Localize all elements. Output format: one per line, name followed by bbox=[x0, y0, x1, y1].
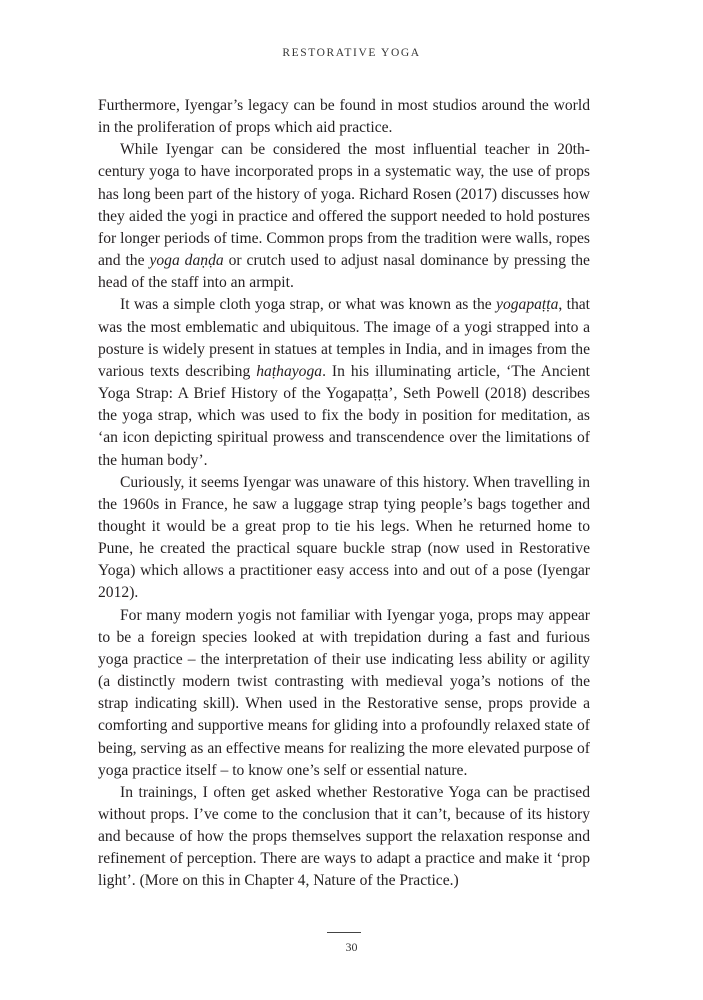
page-number: 30 bbox=[345, 940, 358, 954]
term-hathayoga: haṭhayoga bbox=[256, 362, 323, 380]
paragraph-5 bbox=[98, 605, 590, 782]
paragraph-3-text-a: It was a simple cloth yoga strap, or what was known as the bbox=[120, 296, 492, 314]
paragraph-4-text: Curiously, it seems Iyengar was unaware of this history. When travelling in the 1960s in France, he saw a luggage strap tying people’s bags together and thought it would be a great prop to tie his legs. When he returned home to Pune, he created the practical square buckle strap (now used in Restorative Yoga) which allows a practitioner easy access into and out of a pose (Iyengar 2012). bbox=[98, 473, 590, 602]
term-yogapatta: yogapaṭṭa bbox=[496, 296, 559, 314]
running-head: RESTORATIVE YOGA bbox=[282, 47, 421, 59]
term-yoga-danda: yoga daṇḍa bbox=[149, 252, 224, 270]
paragraph-5-text: For many modern yogis not familiar with Iyengar yoga, props may appear to be a foreign species looked at with trepidation during a fast and furious yoga practice – the interpretation of their use indicating less ability or agility (a distinctly modern twist contrasting with medieval yoga’s notions of the strap indicating skill). When used in the Restorative sense, props provide a comforting and supportive means for gliding into a profoundly relaxed state of being, serving as an effective means for realizing the more elevated purpose of yoga practice itself – to know one’s self or essential nature. bbox=[98, 606, 590, 779]
paragraph-2-text: While Iyengar can be considered the most influential teacher in 20th-century yoga to have incorporated props in a systematic way, the use of props has long been part of the history of yoga. Richard Rosen (2017) discusses how they aided the yogi in practice and offered the support needed to hold postures for longer periods of time. Common props from the tradition were walls, ropes and the bbox=[98, 141, 590, 270]
paragraph-1-text: Furthermore, Iyengar’s legacy can be found in most studios around the world in the proliferation of props which aid practice. bbox=[98, 97, 590, 137]
paragraph-2-text-end: or crutch used to adjust nasal dominance by pressing the head of the staff into an armpit. bbox=[98, 252, 590, 292]
paragraph-4 bbox=[98, 472, 590, 605]
folio-rule bbox=[327, 932, 361, 933]
paragraph-6-text: In trainings, I often get asked whether Restorative Yoga can be practised without props. I’ve come to the conclusion that it can’t, because of its history and because of how the props themselves support the relaxation response and refinement of perception. There are ways to adapt a practice and make it ‘prop light’. (More on this in Chapter 4, Nature of the Practice.) bbox=[98, 783, 590, 890]
paragraph-6 bbox=[98, 782, 590, 893]
paragraph-2 bbox=[98, 139, 590, 294]
body-text bbox=[98, 95, 590, 893]
paragraph-3 bbox=[98, 294, 590, 471]
paragraph-1 bbox=[98, 95, 590, 139]
paragraph-3-text-b: , that was the most emblematic and ubiquitous. The image of a yogi strapped into a posture is widely present in statues at temples in India, and in images from the various texts describing bbox=[98, 296, 590, 380]
paragraph-3-text-c: . In his illuminating article, ‘The Ancient Yoga Strap: A Brief History of the Yogapaṭṭa’, Seth Powell (2018) describes the yoga strap, which was used to fix the body in position for meditation, as ‘an icon depicting spiritual prowess and transcendence over the limitations of the human body’. bbox=[98, 362, 590, 469]
